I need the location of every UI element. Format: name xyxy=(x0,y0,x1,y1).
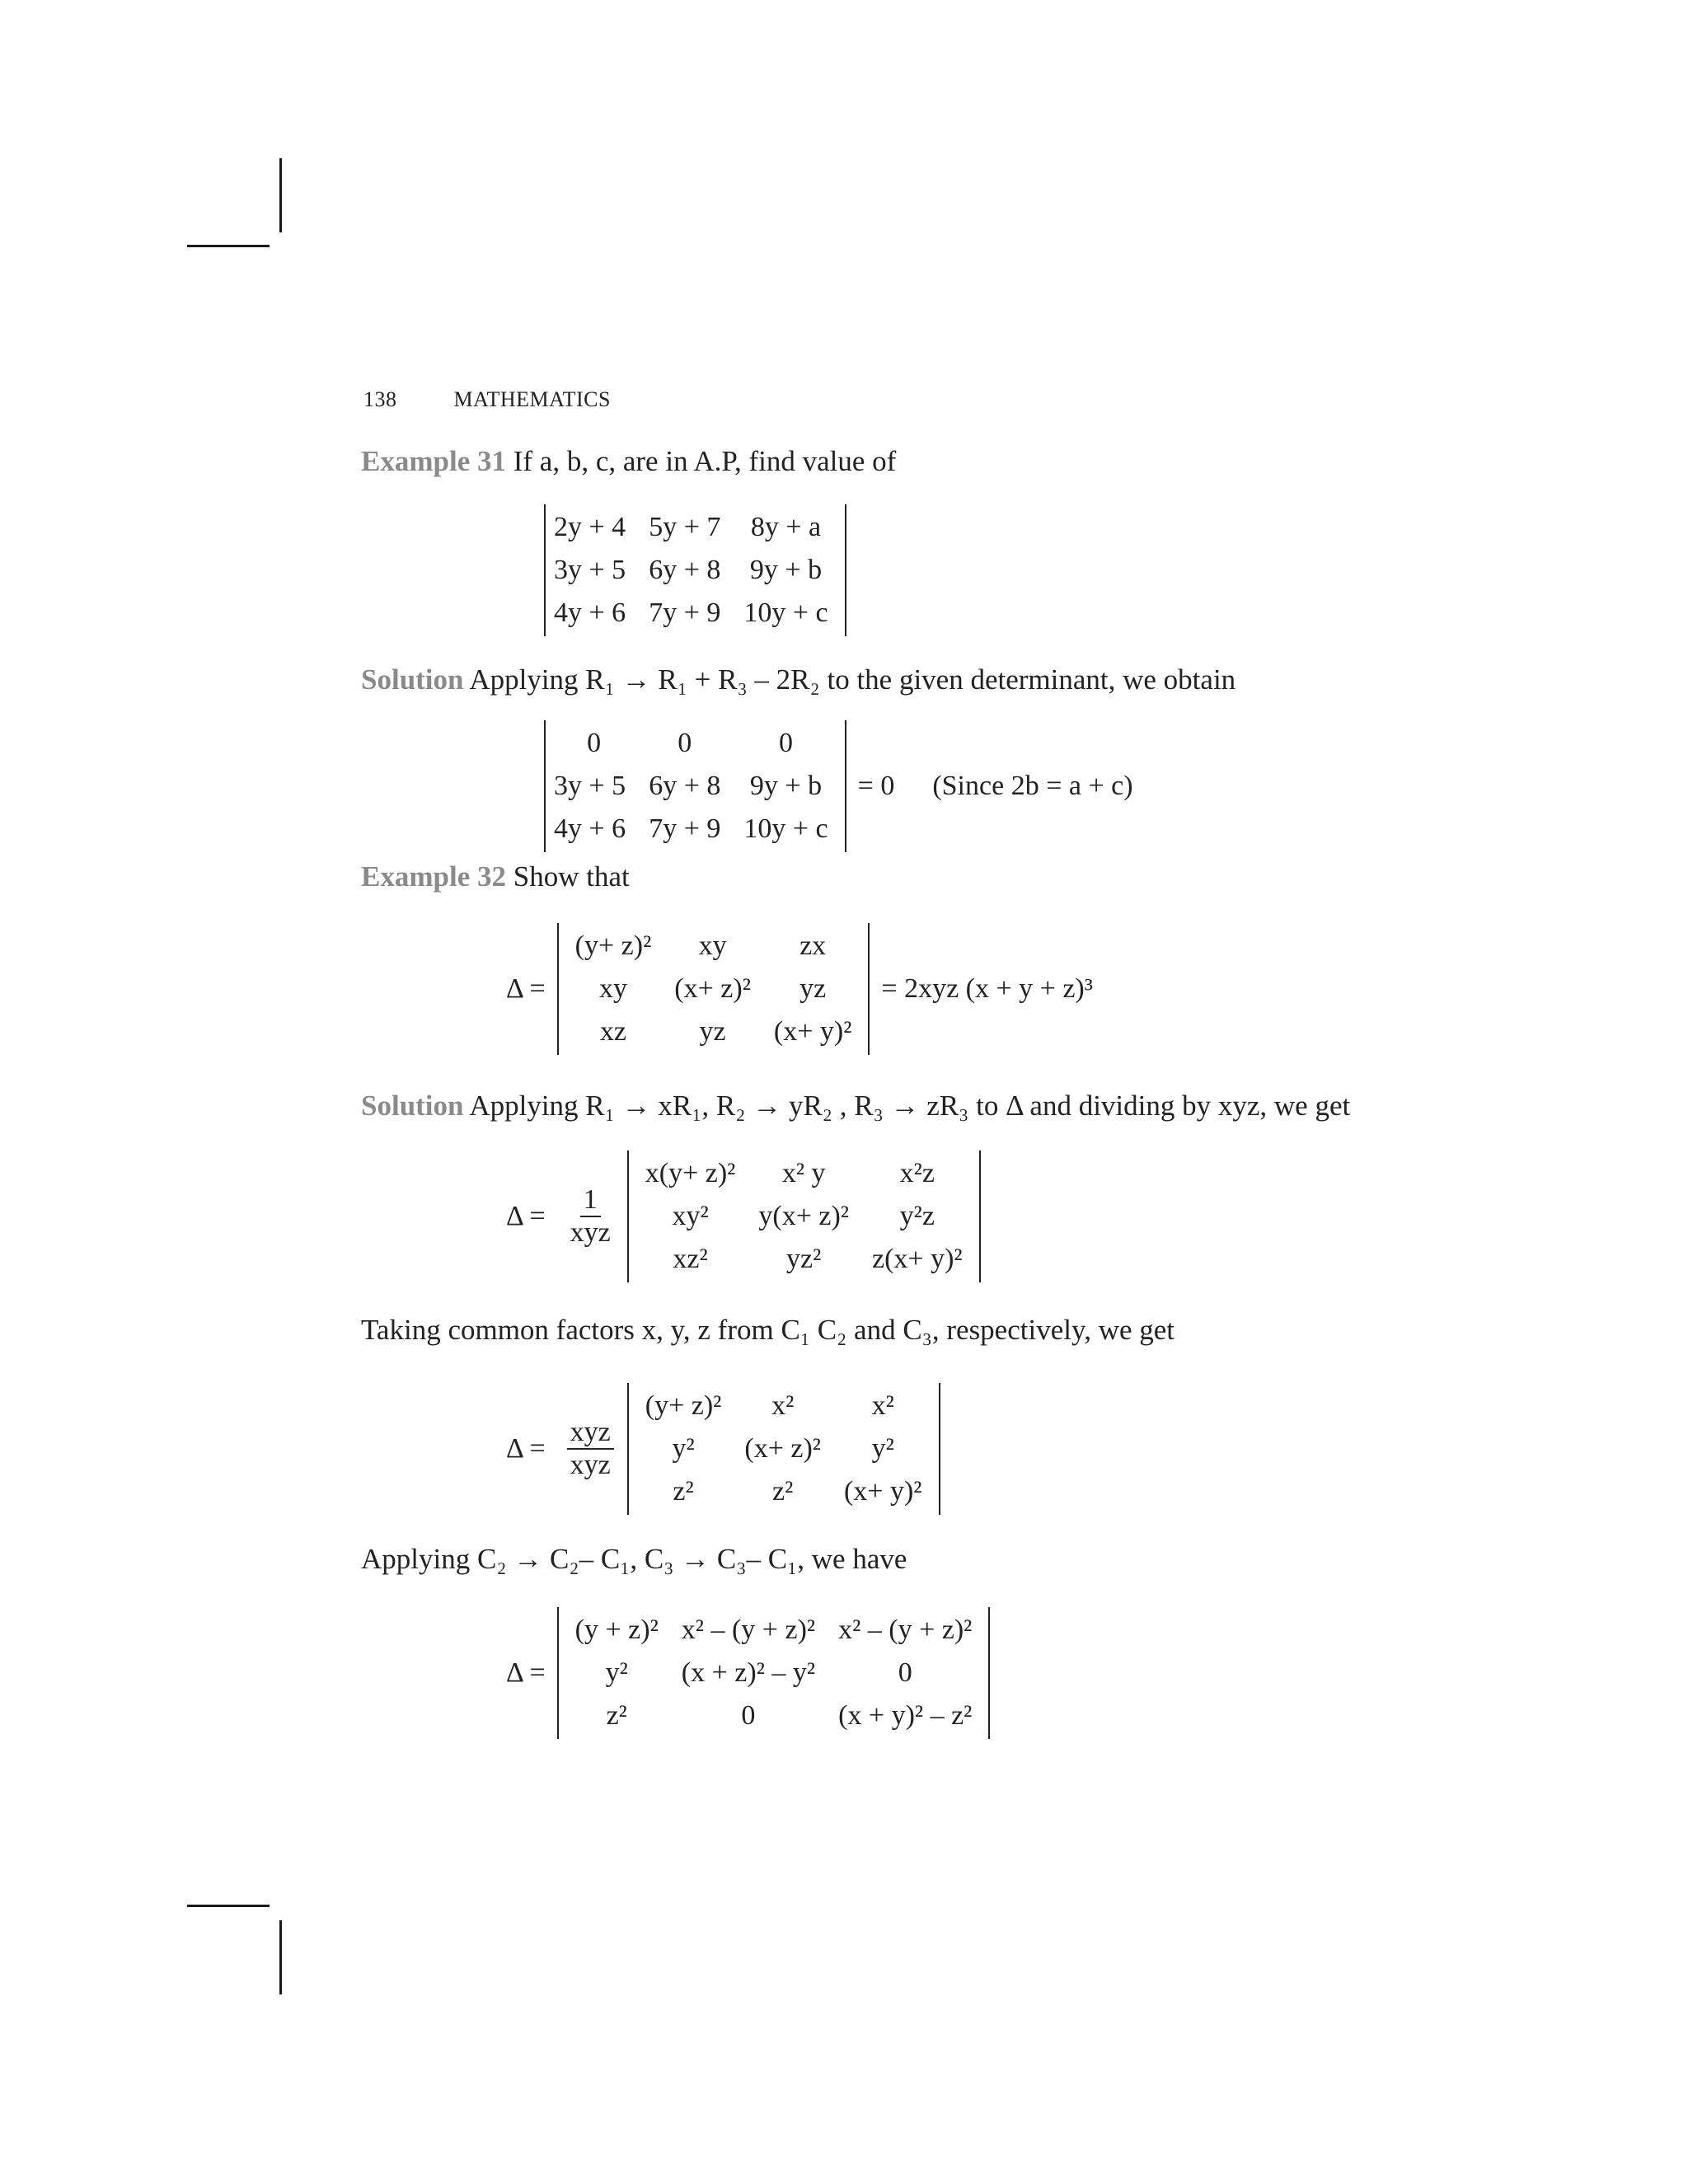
delta-symbol: Δ = xyxy=(506,1433,546,1464)
solution-32-text: Applying R₁ → xR₁, R₂ → yR₂ , R₃ → zR₃ to Δ and dividing by xyz, we get xyxy=(469,1090,1351,1122)
cell: (y+ z)² xyxy=(574,930,652,961)
cell: (x+ y)² xyxy=(843,1476,922,1507)
cell: 10y + c xyxy=(743,598,828,628)
solution-31-text: Applying R₁ → R₁ + R₃ – 2R₂ to the given determinant, we obtain xyxy=(469,663,1236,696)
cell: y² xyxy=(605,1657,628,1688)
header-title: MATHEMATICS xyxy=(453,387,611,411)
example-32-rhs: = 2xyz (x + y + z)³ xyxy=(881,973,1093,1004)
fraction-numerator: 1 xyxy=(580,1184,601,1217)
example-31-determinant xyxy=(544,504,846,636)
example-32-equation xyxy=(506,923,1093,1055)
step-3-statement xyxy=(361,1543,907,1576)
running-header xyxy=(363,387,611,412)
cell: 4y + 6 xyxy=(554,813,626,844)
solution-31-result: = 0 xyxy=(857,771,895,801)
cell: yz xyxy=(699,1016,726,1047)
cell: (y + z)² xyxy=(574,1615,659,1645)
cell: x² xyxy=(871,1390,894,1421)
cell: yz² xyxy=(786,1244,822,1274)
determinant-ex32 xyxy=(557,923,870,1055)
cell: x²z xyxy=(899,1158,935,1188)
cell: 3y + 5 xyxy=(554,771,626,801)
cell: 6y + 8 xyxy=(649,771,721,801)
cell: 2y + 4 xyxy=(554,512,626,542)
cell: (x+ z)² xyxy=(674,973,751,1004)
fraction xyxy=(567,1417,614,1481)
fraction-numerator: xyz xyxy=(567,1417,614,1450)
crop-mark-bottom-horizontal xyxy=(187,1905,270,1907)
cell: z² xyxy=(673,1476,694,1507)
solution-32-statement xyxy=(361,1090,1350,1122)
example-32-text: Show that xyxy=(513,860,630,893)
delta-symbol: Δ = xyxy=(506,1657,546,1688)
cell: (x + z)² – y² xyxy=(681,1657,816,1688)
cell: 4y + 6 xyxy=(554,598,626,628)
cell: 7y + 9 xyxy=(649,813,721,844)
cell: xy² xyxy=(672,1201,709,1231)
example-31-text: If a, b, c, are in A.P, find value of xyxy=(513,445,897,477)
cell: 8y + a xyxy=(750,512,822,542)
solution-31-determinant xyxy=(544,720,1133,852)
solution-31-statement xyxy=(361,663,1236,696)
cell: 9y + b xyxy=(749,771,823,801)
example-32-label: Example 32 xyxy=(361,860,506,893)
cell: 5y + 7 xyxy=(649,512,721,542)
crop-mark-bottom-vertical xyxy=(279,1920,282,1994)
determinant-ex31 xyxy=(544,504,846,636)
cell: 10y + c xyxy=(743,813,828,844)
cell: 3y + 5 xyxy=(554,555,626,585)
cell: x² – (y + z)² xyxy=(681,1615,816,1645)
cell: 7y + 9 xyxy=(649,598,721,628)
solution-32-equation xyxy=(506,1151,981,1282)
cell: xz² xyxy=(673,1244,708,1274)
cell: zx xyxy=(799,930,827,961)
step-2-statement xyxy=(361,1314,1175,1347)
solution-32-label: Solution xyxy=(361,1090,464,1122)
crop-mark-top-horizontal xyxy=(187,245,270,247)
page-number: 138 xyxy=(363,387,397,411)
solution-31-note: (Since 2b = a + c) xyxy=(932,771,1133,801)
cell: y(x+ z)² xyxy=(758,1201,849,1231)
determinant-sol32 xyxy=(627,1151,981,1282)
cell: x² y xyxy=(781,1158,826,1188)
cell: 6y + 8 xyxy=(649,555,721,585)
cell: y²z xyxy=(899,1201,935,1231)
cell: (x+ z)² xyxy=(744,1433,821,1464)
fraction-denominator: xyz xyxy=(570,1217,611,1248)
cell: y² xyxy=(672,1433,695,1464)
step-3-text: Applying C₂ → C₂– C₁, C₃ → C₃– C₁, we have xyxy=(361,1543,907,1575)
solution-31-label: Solution xyxy=(361,663,464,696)
step-2-text: Taking common factors x, y, z from C₁ C₂ and C₃, respectively, we get xyxy=(361,1314,1175,1346)
cell: 0 xyxy=(898,1657,912,1688)
fraction-denominator: xyz xyxy=(570,1450,611,1480)
cell: (x + y)² – z² xyxy=(838,1700,973,1731)
cell: (x+ y)² xyxy=(773,1016,852,1047)
determinant-step2 xyxy=(627,1383,940,1515)
example-31-label: Example 31 xyxy=(361,445,506,477)
example-32-statement xyxy=(361,860,630,893)
cell: z² xyxy=(772,1476,794,1507)
cell: z(x+ y)² xyxy=(871,1244,963,1274)
step-2-equation xyxy=(506,1383,940,1515)
fraction xyxy=(567,1184,614,1249)
determinant-sol31 xyxy=(544,720,846,852)
cell: y² xyxy=(871,1433,894,1464)
crop-mark-top-vertical xyxy=(279,158,282,232)
delta-symbol: Δ = xyxy=(506,1201,546,1231)
cell: x² xyxy=(771,1390,795,1421)
cell: 0 xyxy=(678,728,692,758)
example-31-statement xyxy=(361,445,896,478)
cell: yz xyxy=(799,973,827,1004)
cell: x(y+ z)² xyxy=(645,1158,736,1188)
cell: 0 xyxy=(587,728,602,758)
cell: 0 xyxy=(741,1700,756,1731)
delta-symbol: Δ = xyxy=(506,973,546,1004)
cell: xy xyxy=(598,973,627,1004)
cell: x² – (y + z)² xyxy=(838,1615,973,1645)
determinant-step3 xyxy=(557,1607,991,1739)
cell: z² xyxy=(606,1700,627,1731)
cell: 0 xyxy=(779,728,793,758)
cell: 9y + b xyxy=(749,555,823,585)
cell: xz xyxy=(599,1016,627,1047)
cell: xy xyxy=(698,930,727,961)
cell: (y+ z)² xyxy=(645,1390,722,1421)
step-3-equation xyxy=(506,1607,990,1739)
